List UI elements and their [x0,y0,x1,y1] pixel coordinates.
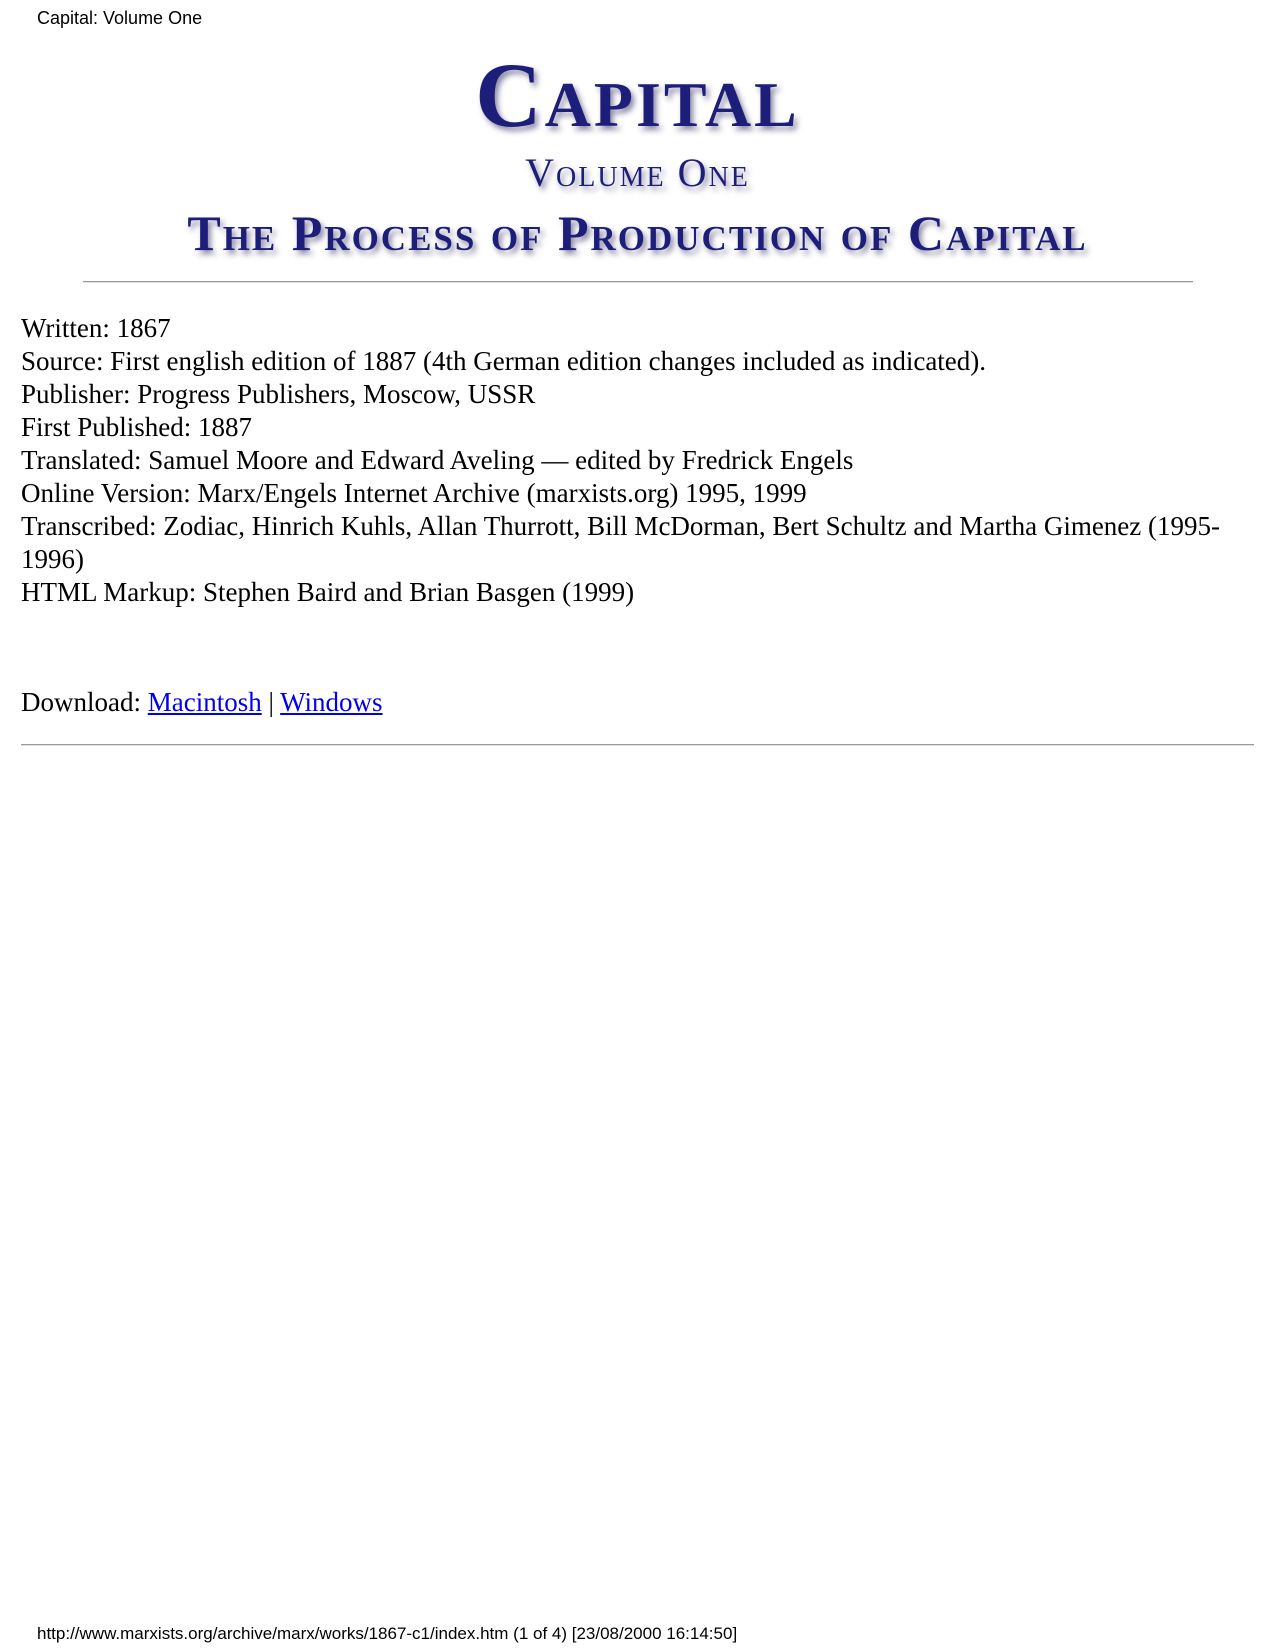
bottom-divider [21,744,1254,746]
banner-volume: Volume One [525,150,750,195]
top-divider [83,281,1193,283]
page-header: Capital: Volume One [37,8,203,28]
info-transcribed: Transcribed: Zodiac, Hinrich Kuhls, Allan Thurrott, Bill McDorman, Bert Schultz and Martha Gimenez (1995-1996) [21,511,1221,574]
page-footer-url: http://www.marxists.org/archive/marx/works/1867-c1/index.htm (1 of 4) [23/08/2000 16:14:50] [37,1624,738,1643]
info-online-version: Online Version: Marx/Engels Internet Archive (marxists.org) 1995, 1999 [21,478,807,508]
banner-title: Capital [475,44,800,146]
download-label: Download: [21,687,148,717]
info-publisher: Publisher: Progress Publishers, Moscow, USSR [21,379,536,409]
title-banner-image [80,40,1195,270]
info-source: Source: First english edition of 1887 (4th German edition changes included as indicated). [21,346,987,376]
info-first-published: First Published: 1887 [21,412,253,442]
download-separator: | [261,687,281,717]
publication-info [21,312,1261,609]
banner-subtitle: The Process of Production of Capital [187,205,1088,261]
macintosh-download-link[interactable]: Macintosh [147,687,262,717]
download-row [21,686,383,719]
info-html-markup: HTML Markup: Stephen Baird and Brian Basgen (1999) [21,577,635,607]
info-translated: Translated: Samuel Moore and Edward Aveling — edited by Fredrick Engels [21,445,854,475]
info-written: Written: 1867 [21,313,171,343]
windows-download-link[interactable]: Windows [280,687,383,717]
